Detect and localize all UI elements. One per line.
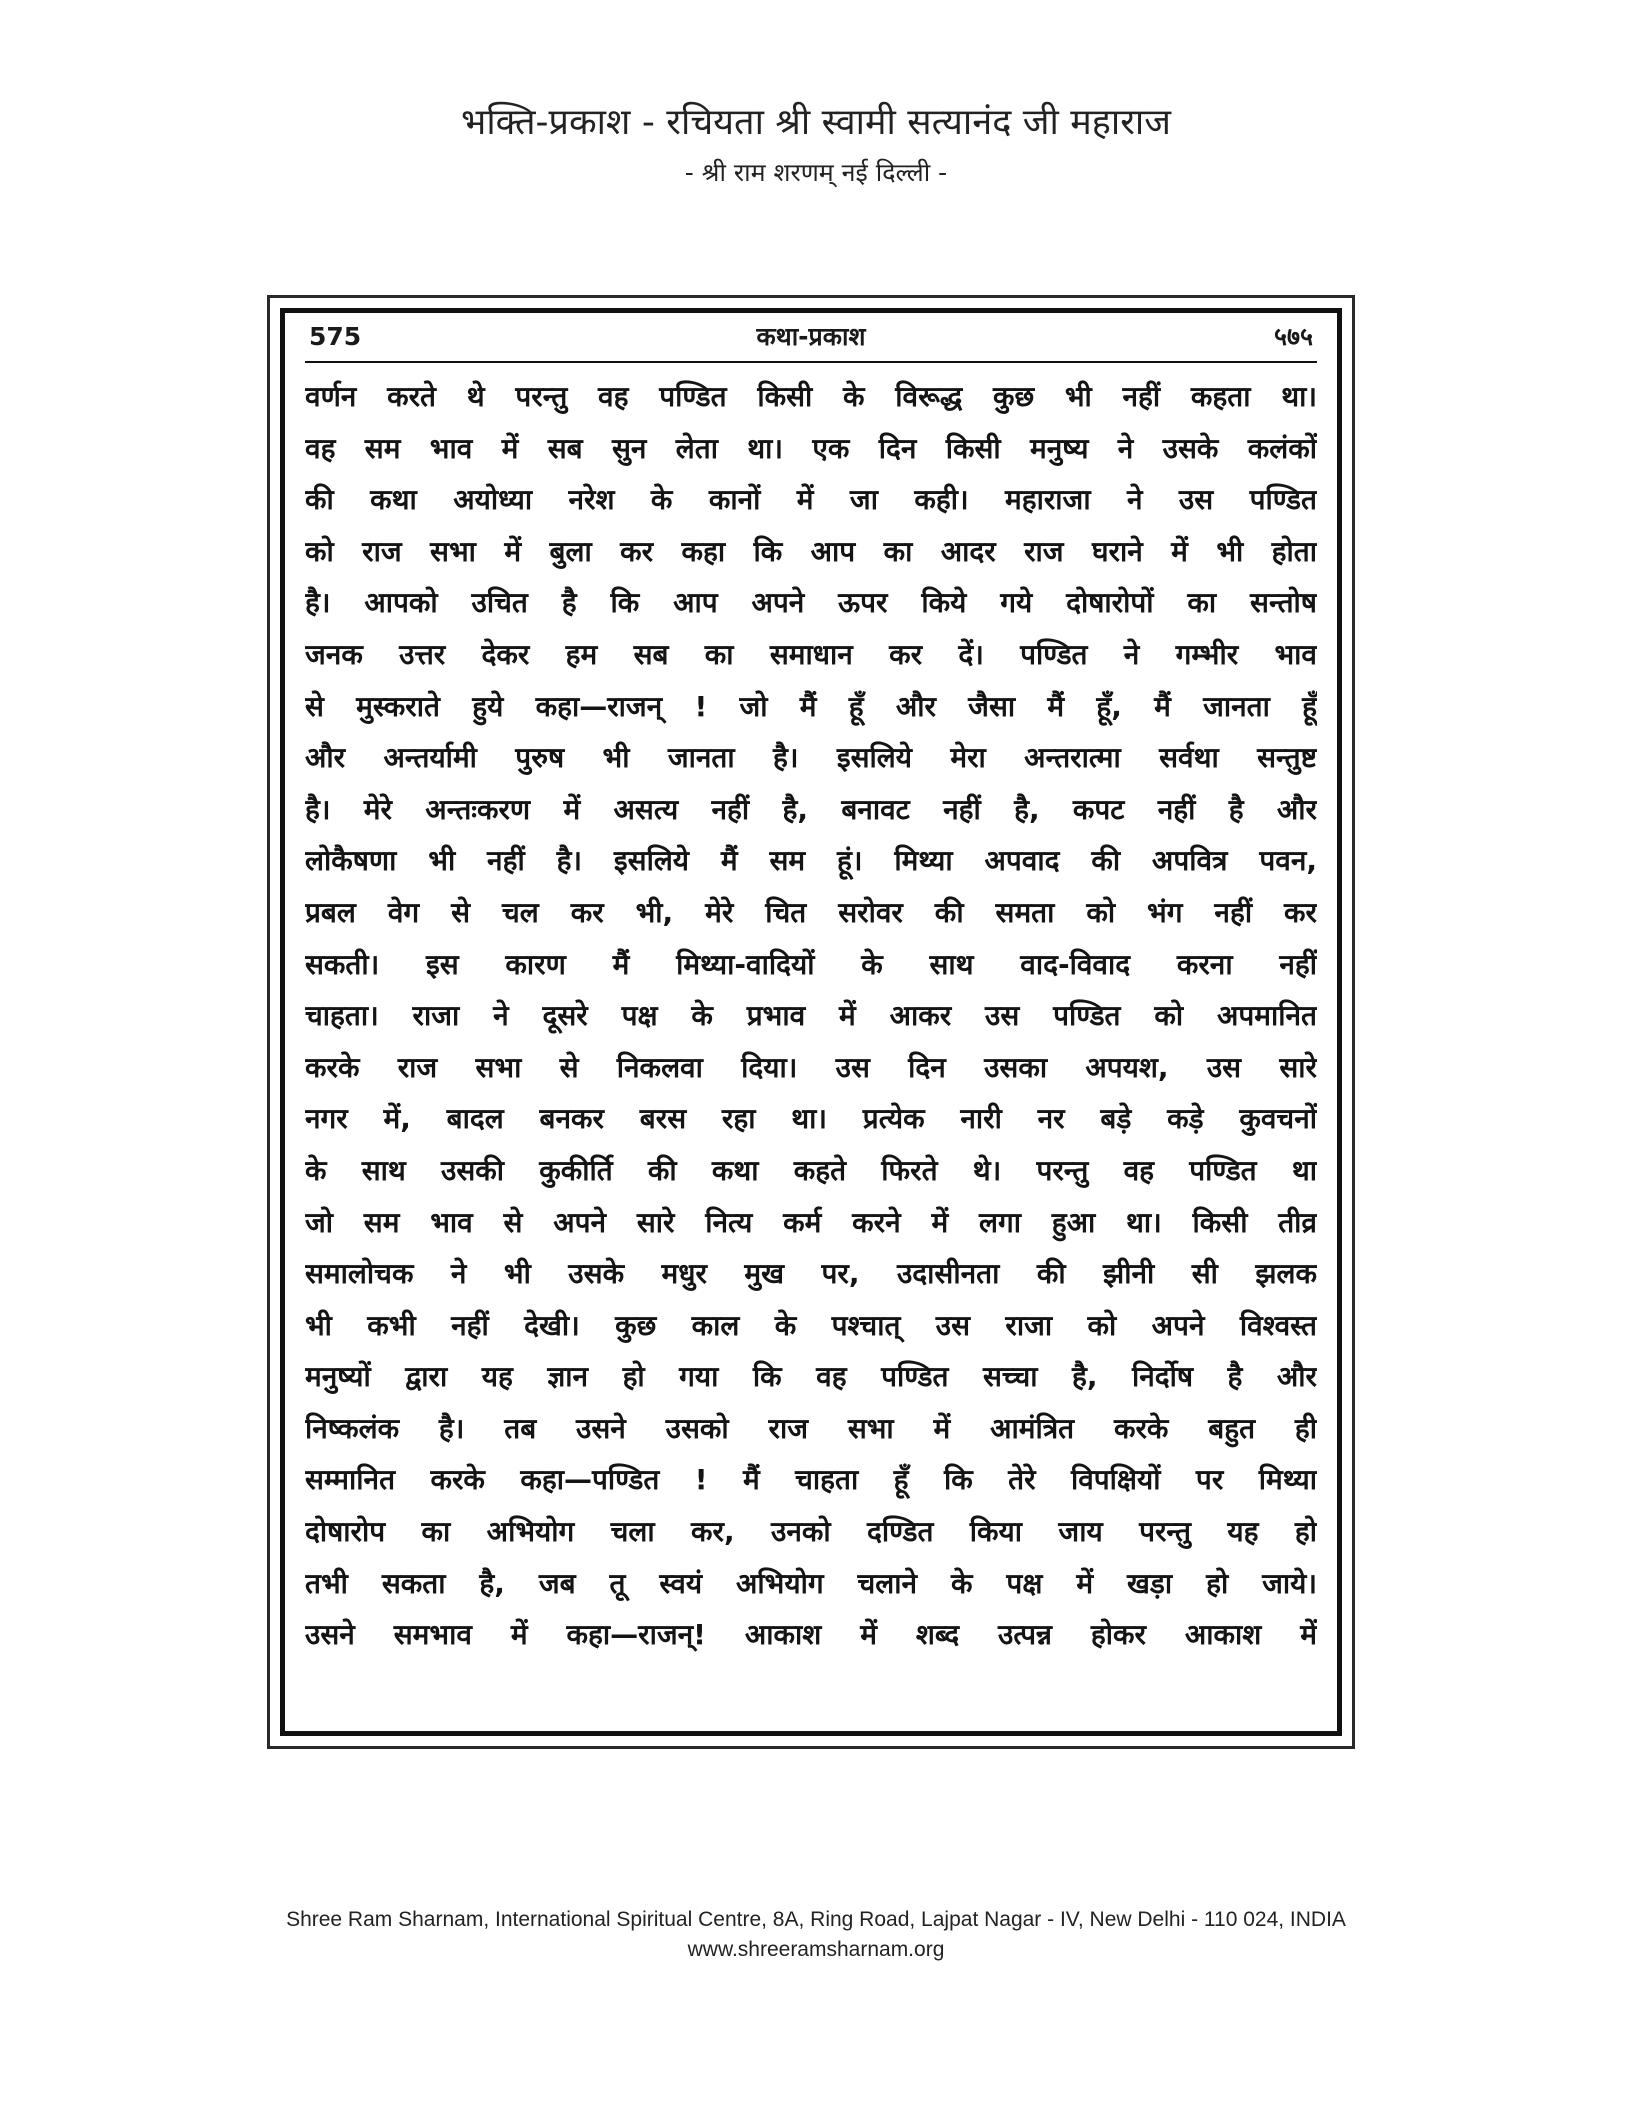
text-line: नगर में, बादल बनकर बरस रहा था। प्रत्येक नारी नर बड़े कड़े कुवचनों	[305, 1102, 1317, 1136]
text-line: दोषारोप का अभियोग चला कर, उनको दण्डित किया जाय परन्तु यह हो	[305, 1515, 1317, 1549]
text-line: भी कभी नहीं देखी। कुछ काल के पश्चात् उस राजा को अपने विश्वस्त	[305, 1308, 1317, 1342]
text-line: और अन्तर्यामी पुरुष भी जानता है। इसलिये मेरा अन्तरात्मा सर्वथा सन्तुष्ट	[305, 741, 1317, 775]
footer-website: www.shreeramsharnam.org	[687, 1938, 945, 1961]
text-line: चाहता। राजा ने दूसरे पक्ष के प्रभाव में आकर उस पण्डित को अपमानित	[305, 999, 1317, 1033]
page-number-arabic: 575	[309, 322, 362, 351]
page-footer	[0, 1905, 1632, 1965]
footer-address: Shree Ram Sharnam, International Spiritual Centre, 8A, Ring Road, Lajpat Nagar - IV, New Delhi - 110 024, INDIA	[286, 1908, 1346, 1931]
page-header	[0, 98, 1632, 196]
text-line: है। आपको उचित है कि आप अपने ऊपर किये गये दोषारोपों का सन्तोष	[305, 586, 1317, 620]
text-line: से मुस्कराते हुये कहा—राजन् ! जो मैं हूँ और जैसा मैं हूँ, मैं जानता हूँ	[305, 689, 1317, 723]
text-line: उसने समभाव में कहा—राजन्! आकाश में शब्द उत्पन्न होकर आकाश में	[305, 1618, 1317, 1652]
book-title: भक्ति-प्रकाश - रचियता श्री स्वामी सत्यानंद जी महाराज	[461, 102, 1171, 143]
text-line: वर्णन करते थे परन्तु वह पण्डित किसी के विरूद्ध कुछ भी नहीं कहता था।	[305, 380, 1317, 413]
text-line: जो सम भाव से अपने सारे नित्य कर्म करने में लगा हुआ था। किसी तीव्र	[305, 1205, 1317, 1239]
section-title: कथा-प्रकाश	[756, 322, 866, 351]
text-line: को राज सभा में बुला कर कहा कि आप का आदर राज घराने में भी होता	[305, 534, 1317, 568]
text-line: जनक उत्तर देकर हम सब का समाधान कर दें। पण्डित ने गम्भीर भाव	[305, 637, 1317, 671]
text-line: निष्कलंक है। तब उसने उसको राज सभा में आमंत्रित करके बहुत ही	[305, 1411, 1317, 1445]
text-line: की कथा अयोध्या नरेश के कानों में जा कही। महाराजा ने उस पण्डित	[305, 483, 1317, 517]
text-line: सकती। इस कारण मैं मिथ्या-वादियों के साथ वाद-विवाद करना नहीं	[305, 947, 1317, 981]
text-line: के साथ उसकी कुकीर्ति की कथा कहते फिरते थे। परन्तु वह पण्डित था	[305, 1153, 1317, 1187]
text-line: लोकैषणा भी नहीं है। इसलिये मैं सम हूं। मिथ्या अपवाद की अपवित्र पवन,	[305, 844, 1317, 878]
body-text	[305, 371, 1317, 1661]
text-line: तभी सकता है, जब तू स्वयं अभियोग चलाने के पक्ष में खड़ा हो जाये।	[305, 1566, 1317, 1600]
book-subtitle: - श्री राम शरणम् नई दिल्ली -	[684, 158, 948, 187]
text-line: सम्मानित करके कहा—पण्डित ! मैं चाहता हूँ कि तेरे विपक्षियों पर मिथ्या	[305, 1463, 1317, 1497]
page-frame-outer	[267, 295, 1355, 1749]
text-line: समालोचक ने भी उसके मधुर मुख पर, उदासीनता की झीनी सी झलक	[305, 1257, 1317, 1291]
text-line: प्रबल वेग से चल कर भी, मेरे चित सरोवर की समता को भंग नहीं कर	[305, 895, 1317, 929]
page-frame-inner	[280, 308, 1342, 1736]
running-head	[305, 313, 1317, 363]
page-number-devanagari: ५७५	[1273, 322, 1313, 351]
text-line: मनुष्यों द्वारा यह ज्ञान हो गया कि वह पण्डित सच्चा है, निर्दोष है और	[305, 1360, 1317, 1394]
text-line: करके राज सभा से निकलवा दिया। उस दिन उसका अपयश, उस सारे	[305, 1050, 1317, 1084]
text-line: वह सम भाव में सब सुन लेता था। एक दिन किसी मनुष्य ने उसके कलंकों	[305, 431, 1317, 465]
text-line: है। मेरे अन्तःकरण में असत्य नहीं है, बनावट नहीं है, कपट नहीं है और	[305, 792, 1317, 826]
